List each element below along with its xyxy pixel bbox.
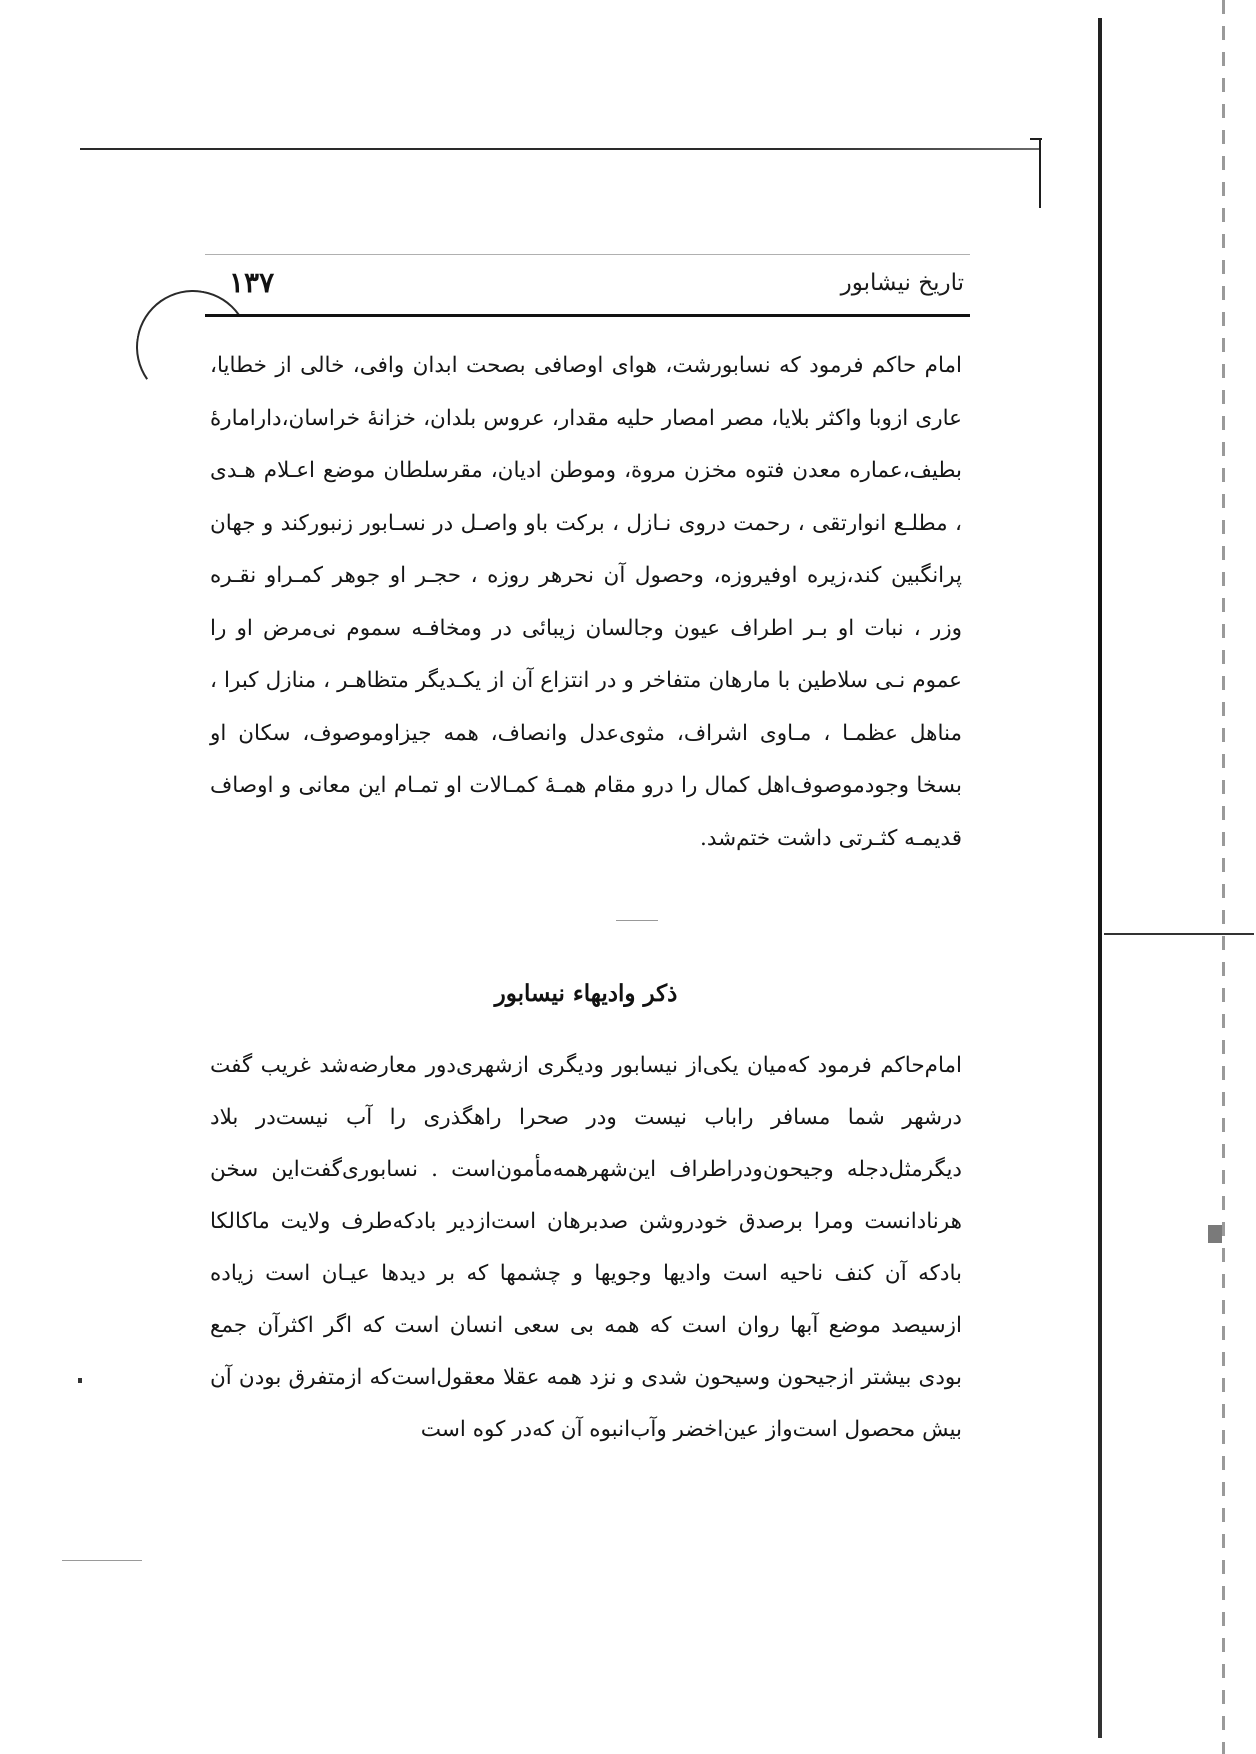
paragraph-valleys-of-nishapur bbox=[210, 1040, 962, 1456]
scan-right-edge-strip bbox=[1222, 0, 1225, 1754]
section-heading: ذکر وادیهاء نیسابور bbox=[494, 980, 678, 1007]
header-hairline bbox=[205, 254, 970, 255]
paragraph-text: امام حاکم فرمود که نسابورشت، هوای اوصافی بصحت ابدان وافی، خالی از خطایا، عاری ازوبا واکثر بلایا، مصر امصار حلیه مقدار، عروس بلدان، خزانهٔ خراسان،دارامارهٔ بطیف،عماره معدن فتوه مخزن مروة، وموطن ادیان، مقرسلطان موضع اعـلام هـدی ، مطلـع انوارتقی ، رحمت دروی نـازل ، برکت باو واصـل در نسـابور زنبورکند و جهان پرانگبین کند،زیره اوفیروزه، وحصول آن نحرهر روزه ، حجـر او جوهر کمـراو نقـره وزر ، نبات او بـر اطراف عیون وجالسان زیبائی در ومخافـه سموم نی‌مرض او را عموم نـی سلاطین با مارهان متفاخر و در انتزاع آن از یکـدیگر متظاهـر ، منازل کبرا ، مناهل عظمـا ، مـاوی اشراف، مثوی‌عدل وانصاف، همه جیزاوموصوف، سکان او بسخا وجودموصوف‌اهل کمال را درو مقام همـهٔ کمـالات او تمـام این معانی و اوصاف قدیمـه کثـرتی داشت ختم‌شد. bbox=[210, 353, 962, 851]
paragraph-praise-of-nishapur bbox=[210, 340, 962, 865]
separator-dash bbox=[616, 920, 658, 921]
scan-top-rule bbox=[80, 148, 1040, 150]
running-header bbox=[205, 258, 970, 317]
binding-edge-line bbox=[1098, 18, 1102, 1738]
page-number: ۱۳۷ bbox=[229, 266, 275, 299]
scan-top-rule-drop bbox=[1039, 138, 1041, 208]
scan-gray-square bbox=[1208, 1225, 1222, 1243]
scan-right-tick bbox=[1104, 933, 1254, 935]
scan-left-dash bbox=[62, 1560, 142, 1561]
paragraph-text: امام‌حاکم فرمود که‌میان یکی‌از نیسابور ودیگری ازشهری‌دور معارضه‌شد غریب گفت درشهر شما مسافر راباب نیست ودر صحرا راهگذری را آب نیست‌در بلاد دیگرمثل‌دجله وجیحون‌ودراطراف این‌شهرهمه‌مأمون‌است . نسابوری‌گفت‌این سخن هرنادانست ومرا برصدق خودروشن صدبرهان است‌ازدیر بادکه‌طرف ولایت ماکالکا بادکه آن کنف ناحیه است وادیها وجویها و چشمها که بر دیدها عیـان است زیاده ازسیصد موضع آبها روان است که همه بی سعی انسان است که اگر اکثرآن جمع بودی بیشتر ازجیحون وسیحون شدی و نزد همه عقلا معقول‌است‌که ازمتفرق بودن آن بیش محصول است‌واز عین‌اخضر وآب‌انبوه آن که‌در کوه است bbox=[210, 1053, 962, 1442]
scan-left-dot bbox=[78, 1378, 82, 1383]
running-title: تاریخ نیشابور bbox=[840, 270, 964, 296]
